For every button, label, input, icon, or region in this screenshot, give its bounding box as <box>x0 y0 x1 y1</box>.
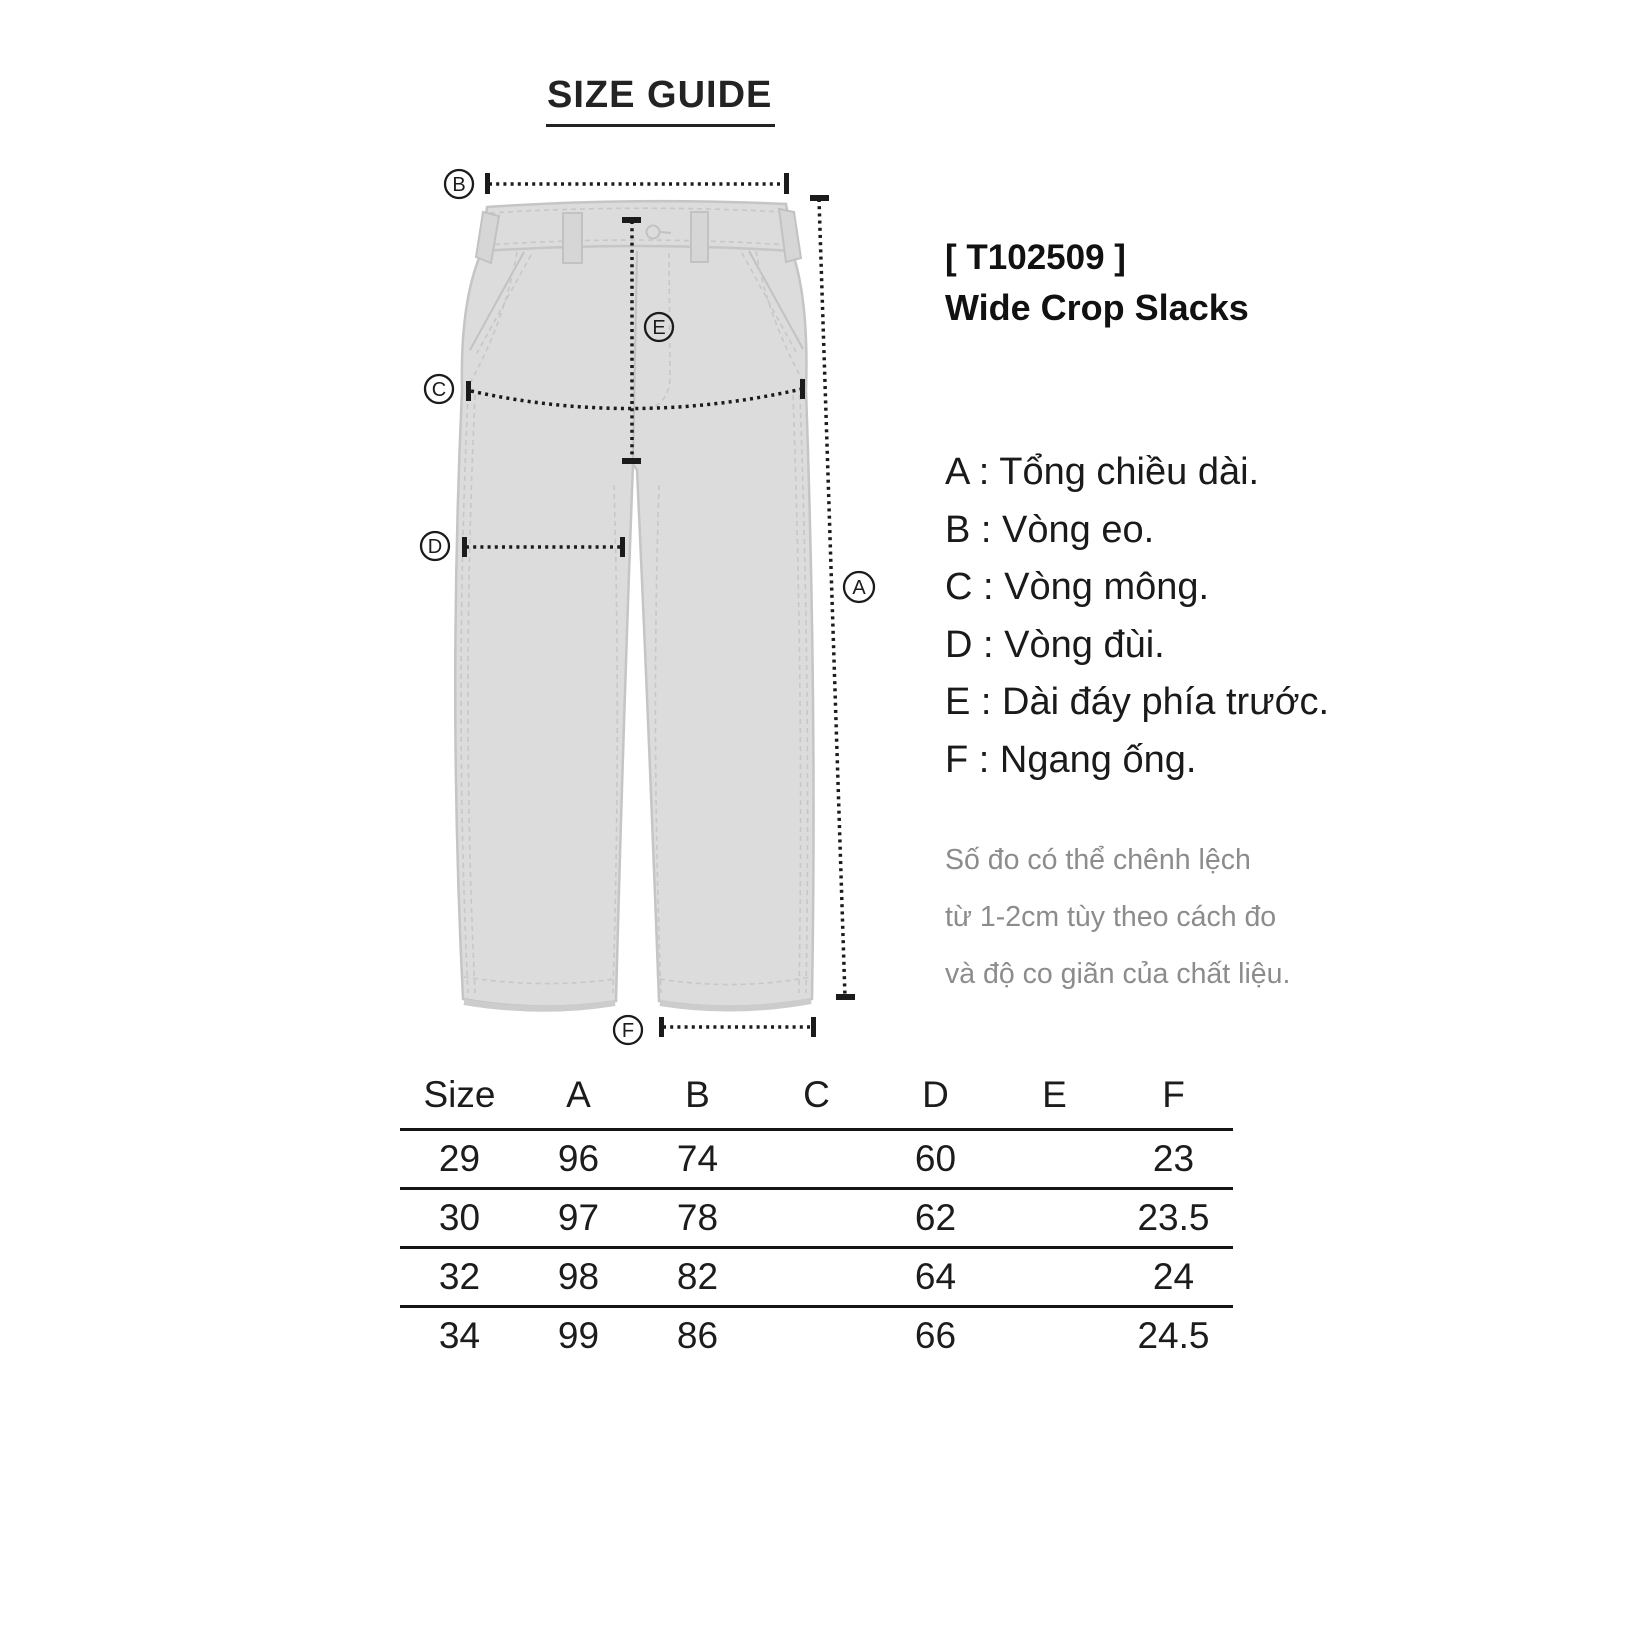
legend-separator: : <box>972 623 1005 666</box>
pants-diagram <box>380 150 900 1060</box>
circle-f-label: F <box>621 1020 635 1042</box>
dim-end <box>462 537 467 557</box>
legend-separator: : <box>968 738 1000 781</box>
table-row <box>400 1246 1233 1305</box>
measurement-a <box>810 195 874 1000</box>
dim-end <box>485 173 490 194</box>
cell-f: 24.5 <box>1137 1315 1210 1356</box>
pants-sketch <box>455 201 813 1009</box>
measurement-b <box>445 170 789 198</box>
circle-c-label: C <box>431 379 447 401</box>
legend-label: Ngang ống. <box>999 738 1197 781</box>
legend-label: Dài đáy phía trước. <box>1002 681 1330 723</box>
column-header-size: Size <box>423 1074 496 1115</box>
legend-separator: : <box>968 451 1000 493</box>
dim-line-a <box>819 199 845 997</box>
cell-size: 30 <box>438 1197 481 1238</box>
cell-f: 23 <box>1152 1138 1195 1179</box>
column-header-f: F <box>1162 1074 1185 1115</box>
legend-item-d <box>945 617 1329 675</box>
cell-b: 82 <box>676 1256 719 1297</box>
table-row <box>400 1305 1233 1364</box>
legend-key: A <box>945 451 969 493</box>
dim-end <box>800 379 805 399</box>
column-header-b: B <box>685 1074 710 1115</box>
circle-e-label: E <box>652 317 666 339</box>
cell-b: 74 <box>676 1138 719 1179</box>
legend-key: E <box>945 681 971 723</box>
measurement-note <box>945 832 1290 1003</box>
legend-label: Vòng đùi. <box>1004 623 1165 666</box>
legend-separator: : <box>970 508 1003 551</box>
product-name: Wide Crop Slacks <box>945 287 1249 328</box>
dim-end <box>811 1017 816 1037</box>
note-line: Số đo có thể chênh lệch <box>945 844 1251 876</box>
legend-label: Vòng mông. <box>1004 566 1210 608</box>
dim-end <box>784 173 789 194</box>
note-line: và độ co giãn của chất liệu. <box>945 958 1291 990</box>
product-info <box>945 240 1249 326</box>
dim-end <box>810 195 829 201</box>
cell-d: 62 <box>914 1197 957 1238</box>
column-header-c: C <box>803 1074 830 1115</box>
legend-label: Tổng chiều dài. <box>999 451 1260 493</box>
measurement-legend <box>945 444 1329 789</box>
cell-f: 24 <box>1152 1256 1195 1297</box>
cell-b: 78 <box>676 1197 719 1238</box>
legend-key: D <box>945 623 973 666</box>
circle-a-label: A <box>852 577 866 599</box>
dim-end <box>622 458 641 464</box>
cell-d: 64 <box>914 1256 957 1297</box>
cell-a: 96 <box>557 1138 600 1179</box>
size-table-header <box>400 1062 1233 1128</box>
table-row <box>400 1187 1233 1246</box>
legend-item-a <box>945 444 1329 502</box>
dim-end <box>622 217 641 223</box>
column-header-e: E <box>1042 1074 1067 1115</box>
belt-loop <box>691 212 708 262</box>
dim-end <box>466 381 471 401</box>
column-header-d: D <box>922 1074 949 1115</box>
cell-a: 98 <box>557 1256 600 1297</box>
cell-size: 29 <box>438 1138 481 1179</box>
circle-b-label: B <box>452 174 466 196</box>
legend-item-e <box>945 674 1329 732</box>
cell-size: 34 <box>438 1315 481 1356</box>
cell-d: 60 <box>914 1138 957 1179</box>
legend-separator: : <box>970 681 1003 723</box>
circle-d-label: D <box>427 536 443 558</box>
size-table <box>400 1062 1233 1364</box>
pants-silhouette <box>455 201 813 1006</box>
cell-d: 66 <box>914 1315 957 1356</box>
legend-key: B <box>945 508 971 551</box>
column-header-a: A <box>566 1074 591 1115</box>
legend-item-f <box>945 732 1329 790</box>
cell-b: 86 <box>676 1315 719 1356</box>
legend-label: Vòng eo. <box>1002 508 1155 551</box>
button-tick <box>660 232 671 233</box>
legend-item-c <box>945 559 1329 617</box>
product-code: [ T102509 ] <box>945 238 1126 277</box>
table-row <box>400 1128 1233 1187</box>
cell-a: 97 <box>557 1197 600 1238</box>
note-line: từ 1-2cm tùy theo cách đo <box>945 901 1277 933</box>
cell-f: 23.5 <box>1137 1197 1210 1238</box>
dim-end <box>659 1017 664 1037</box>
legend-item-b <box>945 502 1329 560</box>
legend-key: C <box>945 566 973 608</box>
dim-end <box>836 994 855 1000</box>
legend-key: F <box>945 738 969 781</box>
belt-loop <box>563 213 582 263</box>
cell-a: 99 <box>557 1315 600 1356</box>
dim-end <box>620 537 625 557</box>
measurement-f <box>614 1016 816 1044</box>
cell-size: 32 <box>438 1256 481 1297</box>
page-title: SIZE GUIDE <box>546 74 775 127</box>
legend-separator: : <box>972 566 1005 608</box>
